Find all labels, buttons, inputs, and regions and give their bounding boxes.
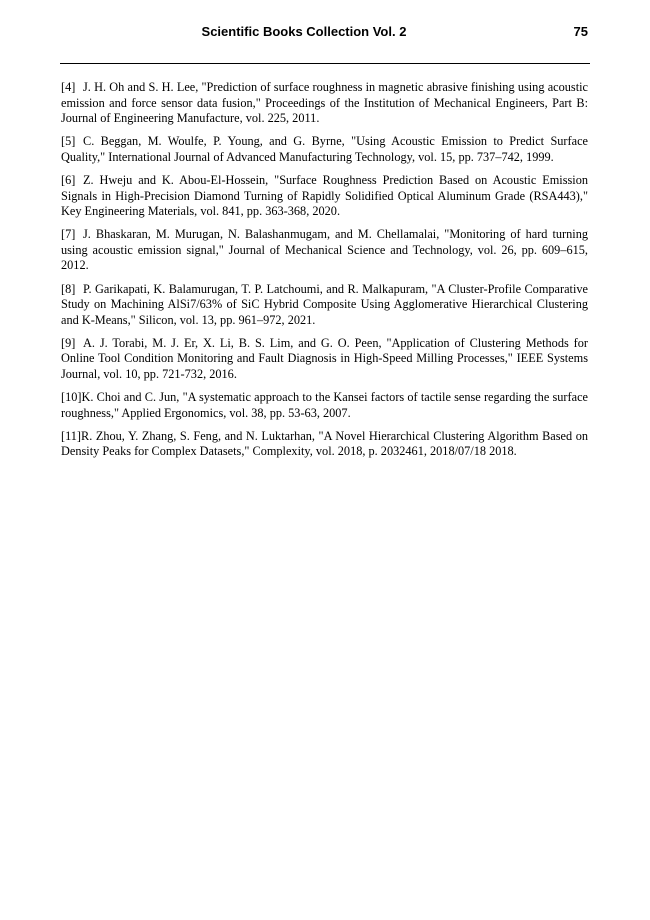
reference-number: [4]: [61, 80, 76, 94]
reference-text: A. J. Torabi, M. J. Er, X. Li, B. S. Lim, and G. O. Peen, "Application of Clustering Methods for Online Tool Condition Monitoring and Fault Diagnosis in High-Speed Milling Processes," IEEE Systems Journal, vol. 10, pp. 721-732, 2016.: [61, 335, 588, 381]
header-rule: [60, 63, 590, 64]
reference-text: K. Choi and C. Jun, "A systematic approach to the Kansei factors of tactile sense regarding the surface roughness," Applied Ergonomics, vol. 38, pp. 53-63, 2007.: [61, 390, 588, 420]
reference-text: J. H. Oh and S. H. Lee, "Prediction of surface roughness in magnetic abrasive finishing using acoustic emission and force sensor data fusion," Proceedings of the Institution of Mechanical Engineers, Part B: Journal of Engineering Manufacture, vol. 225, 2011.: [61, 80, 588, 126]
running-title: Scientific Books Collection Vol. 2: [201, 24, 407, 39]
reference-list: [61, 80, 588, 467]
page-number: 75: [573, 24, 588, 39]
reference-text: C. Beggan, M. Woulfe, P. Young, and G. Byrne, "Using Acoustic Emission to Predict Surface Quality," International Journal of Advanced Manufacturing Technology, vol. 15, pp. 737–742, 1999.: [61, 134, 588, 164]
reference-number: [7]: [61, 227, 76, 242]
reference-number: [9]: [61, 335, 76, 350]
reference-item: [61, 282, 588, 329]
reference-item: [61, 336, 588, 383]
reference-item: [61, 80, 588, 127]
reference-number: [8]: [61, 281, 76, 296]
reference-item: [61, 227, 588, 274]
reference-number: [11]: [61, 428, 82, 443]
reference-item: [61, 173, 588, 220]
reference-item: [61, 390, 588, 421]
reference-number: [10]: [61, 390, 82, 405]
reference-text: R. Zhou, Y. Zhang, S. Feng, and N. Luktarhan, "A Novel Hierarchical Clustering Algorithm Based on Density Peaks for Complex Datasets," Complexity, vol. 2018, p. 2032461, 2018/07/18 2018.: [61, 428, 588, 459]
reference-text: J. Bhaskaran, M. Murugan, N. Balashanmugam, and M. Chellamalai, "Monitoring of hard turning using acoustic emission signal," Journal of Mechanical Science and Technology, vol. 26, pp. 609–615, 2012.: [61, 227, 588, 273]
reference-number: [6]: [61, 172, 76, 187]
reference-item: [61, 429, 588, 460]
reference-number: [5]: [61, 134, 76, 149]
reference-text: P. Garikapati, K. Balamurugan, T. P. Latchoumi, and R. Malkapuram, "A Cluster-Profile Comparative Study on Machining AlSi7/63% of SiC Hybrid Composite Using Agglomerative Hierarchical Clustering and K-Means," Silicon, vol. 13, pp. 961–972, 2021.: [61, 281, 588, 327]
reference-item: [61, 134, 588, 165]
page-header: [60, 22, 590, 44]
reference-text: Z. Hweju and K. Abou-El-Hossein, "Surface Roughness Prediction Based on Acoustic Emission Signals in High-Precision Diamond Turning of Rapidly Solidified Optical Aluminum Grade (RSA443)," Key Engineering Materials, vol. 841, pp. 363-368, 2020.: [61, 172, 588, 219]
